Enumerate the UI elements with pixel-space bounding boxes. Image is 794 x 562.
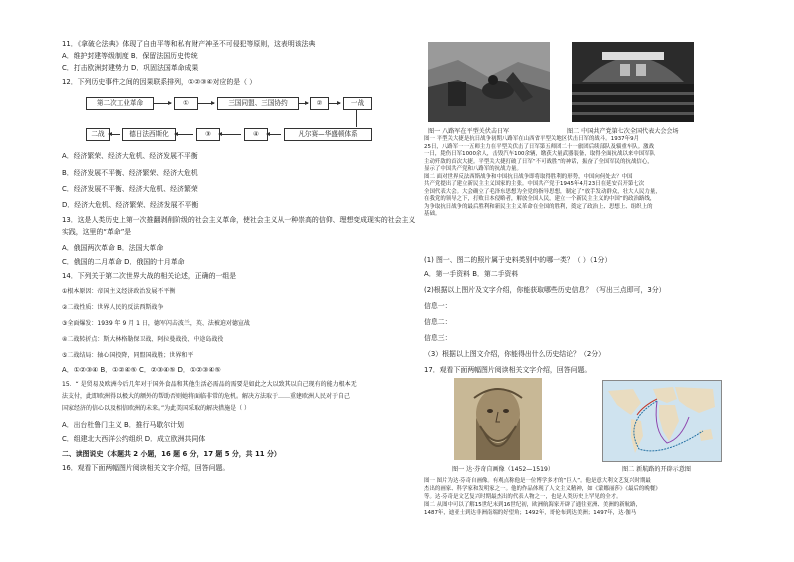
diagram-arrow [197,103,214,104]
q14-item-4: ④二战转折点：斯大林格勒保卫战、阿拉曼战役、中途岛战役 [62,336,224,343]
q12-stem: 12．下列历史事件之间的因果联系排列，①②③④对应的是（ ） [62,78,257,86]
portrait-caption: 图一 达·芬奇自画像（1452—1519） [452,466,554,473]
diagram-arrow [175,134,193,135]
q11-stem: 11．《拿破仑法典》体现了自由平等和私有财产神圣不可侵犯等原则，这表明该法典 [62,40,316,48]
congress-hall-image [572,42,694,122]
q16-1: (1) 图一、图二的照片属于史料类别中的哪一类？（ ）（1分） [424,256,612,264]
diagram-down-line [356,109,357,127]
info-3-label: 信息三： [424,334,452,342]
info-2-label: 信息二： [424,318,452,326]
q15-options-cd: C．组建北大西洋公约组织 D．成立欧洲共同体 [62,435,206,443]
q16-stem: 16．观看下面两幅图片阅读相关文字介绍，回答问题。 [62,464,230,472]
q12-option-b: B．经济发展不平衡、经济繁荣、经济大危机 [62,169,198,177]
q15-stem-line1: 15．“ 是贸易及欧洲今后几年对于国外食品和其他生活必需品的需要是如此之大以致其以自己现有的能力根本无 [62,381,357,388]
passage2-line: 图二 从图中可以了解15世纪末到16世纪初，欧洲航海家开辟了通往亚洲、美洲的新航路， [424,502,641,508]
q13-stem-line1: 13．这是人类历史上第一次推翻剥削阶级的社会主义革命，使社会主义从一种崇高的信仰、理想变成现实的社会主义 [62,216,416,224]
q14-item-3: ③全面爆发：1939 年 9 月 1 日，德军闪击波兰，英、法被迫对德宣战 [62,320,250,327]
diagram-box-4: ④ [244,128,268,141]
diagram-box-ww1: 一战 [343,97,372,110]
q13-options-ab: A．俄国两次革命 B．法国大革命 [62,244,164,252]
q16-2: (2)根据以上图片及文字介绍，你能获取哪些历史信息？（写出三点即可，3分） [424,286,666,294]
q17-stem: 17．观看下面两幅图片阅读相关文字介绍，回答问题。 [424,366,592,374]
passage2-line: 1487年，迪亚士到达非洲南端的好望角；1492年，哥伦布到达美洲；1497年，达·伽马 [424,510,637,516]
photo1-caption: 图一 八路军在平型关伏击日军 [428,128,510,135]
passage1-line: 全国代表大会。大会确立了毛泽东思想为全党的指导思想，制定了“放手发动群众，壮大人民力量， [424,188,661,195]
diagram-arrow [109,134,120,135]
passage1-line: 共产党提出了建立新民主主义国家的主张。中国共产党于1945年4月23日在延安召开第七次 [424,181,645,187]
q14-options: A．①②③④ B．①②④⑤ C．②③④⑤ D．①②③④⑤ [62,366,221,374]
q11-options-ab: A．维护封建等级制度 B．保留法国历史传统 [62,52,198,60]
passage2-line: 图一 图片为达·芬奇自画像。有观点称他是一位博学多才的“巨人”。他是意大利文艺复兴时期最 [424,478,651,484]
passage1-line: 基础。 [424,211,441,217]
q14-item-5: ⑤二战结局：轴心国投降，同盟国战胜；世界和平 [62,352,194,359]
world-map-image [603,381,721,461]
pingxingguan-photo [428,42,550,122]
q15-stem-line2: 法支付，此即欧洲得以极大的额外的帮助否则她将面临非常的危机。解决方法取于……重建欧洲人民对于自己 [62,393,351,400]
diagram-box-versailles: 凡尔赛—华盛顿体系 [284,128,372,141]
section-2-heading: 二、读图说史（本题共 2 小题，16 题 6 分，17 题 5 分，共 11 分） [62,450,281,458]
diagram-box-fascism: 德日法西斯化 [122,128,176,141]
q12-option-a: A．经济繁荣、经济大危机、经济发展不平衡 [62,152,198,160]
seventh-congress-photo [572,42,694,122]
diagram-box-alliances: 三国同盟、三国协约 [217,97,299,110]
passage1-line: 图一 平型关大捷是抗日战争初期八路军在山西省平型关地区伏击日军的战斗。1937年9月 [424,136,640,142]
passage1-line: 图二 面对世界反法西斯战争和中国抗日战争即将取得胜利的形势，中国向何处去？中国 [424,173,633,180]
diagram-box-industrial-revolution: 第二次工业革命 [86,97,154,110]
diagram-box-ww2: 二战 [86,128,110,141]
map-caption: 图二 新航路的开辟示意图 [622,466,691,473]
davinci-portrait [454,378,542,460]
battle-photo-image [428,42,550,122]
left-column [62,0,416,562]
portrait-image [454,378,542,460]
diagram-box-1: ① [174,97,198,110]
q14-item-2: ②二战性质：世界人民的反法西斯战争 [62,304,164,311]
q12-option-c: C．经济发展不平衡、经济大危机、经济繁荣 [62,185,198,193]
diagram-arrow [219,134,241,135]
diagram-arrow [328,103,340,104]
q16-3: （3）根据以上图文介绍，你能得出什么历史结论？（2分） [424,350,606,358]
diagram-arrow [267,134,281,135]
passage1-line: 在我党的领导之下，打败日本侵略者，解放全国人民，建立一个新民主主义的中国”的政治路线， [424,196,656,202]
q16-1-options: A．第一手资料 B．第二手资料 [424,270,519,278]
passage1-line: 25日，八路军一一五师主力在平型关伏击了日军第五师团二十一旅团后续部队及辎重车队。激战 [424,143,655,150]
q12-diagram [86,97,366,142]
diagram-box-3: ③ [196,128,220,141]
q14-stem: 14．下列关于第二次世界大战的相关论述，正确的一组是 [62,272,237,280]
q12-option-d: D．经济大危机、经济繁荣、经济发展不平衡 [62,201,199,209]
q13-stem-line2: 实践，这里的“革命”是 [62,228,132,236]
passage1-line: 主动歼敌的首次大捷。平型关大捷打破了日军“不可战胜”的神话，振奋了全国军民的抗战信心， [424,158,653,165]
q13-options-cd: C．俄国的二月革命 D．俄国的十月革命 [62,258,185,266]
q11-options-cd: C．打击欧洲封建势力 D．巩固法国革命成果 [62,64,199,72]
photo2-caption: 图二 中国共产党第七次全国代表大会会场 [567,128,679,135]
diagram-box-2: ② [310,97,329,110]
passage1-line: 一日，毙伤日军1000余人，击毁汽车100余辆，缴获大量武器装备，取得全面抗战以来中国军队 [424,151,656,157]
q15-options-ab: A．出台杜鲁门主义 B．推行马歇尔计划 [62,421,184,429]
diagram-arrow [298,103,308,104]
passage2-line: 等。达·芬奇是文艺复兴时期最杰出的代表人物之一，也是人类历史上罕见的全才。 [424,494,622,500]
passage1-line: 显示了中国共产党和八路军的抗战力量。 [424,166,522,172]
passage2-line: 杰出的画家、科学家和发明家之一。他的作品体现了人文主义精神，如《蒙娜丽莎》《最后的晚餐》 [424,486,661,492]
q14-item-1: ①根本原因：帝国主义经济政治发展不平衡 [62,288,176,295]
q15-stem-line3: 国家经济的信心以及相信欧洲的未来。”为此美国采取的解决措施是（ ） [62,405,251,412]
info-1-label: 信息一： [424,302,452,310]
passage1-line: 为争取抗日战争的最后胜利和新民主主义革命在全国的胜利，奠定了政治上、思想上、组织上的 [424,203,653,210]
right-column [424,0,754,562]
new-sea-routes-map [602,380,722,462]
diagram-arrow [153,103,171,104]
